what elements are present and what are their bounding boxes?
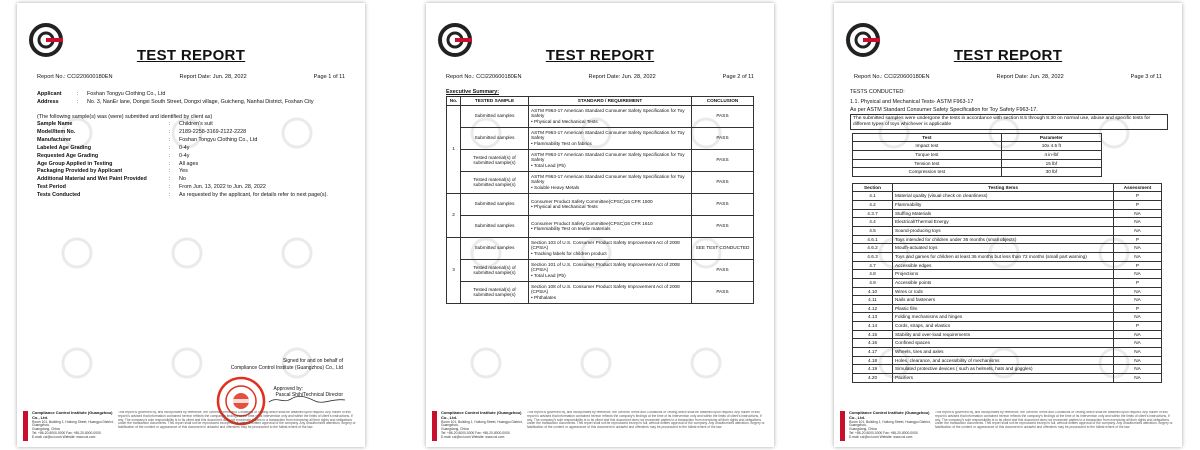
- table-row: [447, 237, 754, 259]
- table-row: [447, 171, 754, 193]
- tested-sample: Tested material(s) of submitted sample(s): [461, 281, 529, 303]
- table-row: 4.4 Electrical/Thermal Energy NA: [853, 218, 1162, 227]
- page-number: Page 2 of 11: [722, 74, 754, 80]
- table-row: 4.5 Sound-producing toys NA: [853, 227, 1162, 236]
- conclusion: SEE TEST CONDUCTED: [692, 237, 754, 259]
- report-date: Report Date: Jun. 28, 2022: [996, 74, 1064, 80]
- table-row: 4.15 Stability and over-load requirements NA: [853, 330, 1162, 339]
- conclusion: PASS: [692, 193, 754, 215]
- table-row: [447, 127, 754, 149]
- footer-red-bar: [23, 411, 28, 441]
- tested-sample: Tested material(s) of submitted sample(s): [461, 171, 529, 193]
- summary-table: No. TESTED SAMPLE STANDARD / REQUIREMENT CONCLUSION 1 Submitted samples ASTM F963-17 American Standard Consumer Safety Specification for Toy Safety • Physical and Mechanical Tests PASS Submitted samples ASTM F963-17 American Standard Consumer Safety Specification for Toy Safety • Flammability Test on fabrics PASS Tested material(s) of submitted sample(s) ASTM F963-17 American Standard Consumer Safety Specification for Toy Safety • Total Lead (Pb) PASS Tested material(s) of submitted sample(s) ASTM F963-17 American Standard Consumer Safety Specification for Toy Safety • Soluble Heavy Metals PASS 2 Submitted samples Consumer Product Safety Committee(CPSC)16 CFR 1500 • Physical and Mechanical Tests PASS Submitted samples Consumer Product Safety Committee(CPSC)16 CFR 1610 • Flammability Test on textile materials PASS 3 Submitted samples Section 103 of U.S. Consumer Product Safety Improvement Act of 2008 (CPSIA) • Tracking labels for children product SEE TEST CONDUCTED Tested material(s) of submitted sample(s) Section 101 of U.S. Consumer Product Safety Improvement Act of 2008 (CPSIA) • Total Lead (Pb) PASS Tested material(s) of submitted sample(s) Section 108 of U.S. Consumer Product Safety Improvement Act of 2008 (CPSIA) • Phthalates PASS: [446, 96, 754, 304]
- handwritten-signature: [267, 395, 347, 405]
- table-row: 4.17 Wheels, tires and axles NA: [853, 348, 1162, 357]
- sample-intro: (The following sample(s) was (were) submitted and identified by client as): [37, 113, 213, 120]
- page-number: Page 3 of 11: [1130, 74, 1162, 80]
- tested-sample: Submitted samples: [461, 193, 529, 215]
- group-number: 1: [447, 105, 461, 193]
- table-row: [447, 259, 754, 281]
- tested-sample: Submitted samples: [461, 237, 529, 259]
- report-number: Report No.: CCI220600180EN: [446, 74, 522, 80]
- table-row: Compression test 30 lbf: [853, 168, 1102, 177]
- report-page-2: [426, 3, 774, 447]
- tested-sample: Tested material(s) of submitted sample(s): [461, 149, 529, 171]
- signature-block: Signed for and on behalf of Compliance Control Institute (Guangzhou) Co., Ltd Approved by: Pascal Shih/Technical Director: [230, 358, 343, 399]
- table-row: [447, 215, 754, 237]
- test-note: The submitted samples were undergone the tests in accordance with section 8.5 through 8.30 on normal use, abuse and specific tests for different types of toys whichever is applicable: [850, 114, 1168, 130]
- standard-cell: ASTM F963-17 American Standard Consumer Safety Specification for Toy Safety • Soluble Heavy Metals: [529, 171, 692, 193]
- sample-row: Model/Item No. : 2189-2258-3169-2122-2228: [37, 129, 247, 136]
- table-row: 4.19 Simulated protective devices ( such as helmets, hats and goggles) NA: [853, 365, 1162, 374]
- sample-row: Test Period : From Jun. 13, 2022 to Jun. 28, 2022: [37, 184, 266, 191]
- table-row: 4.2 Flammability P: [853, 201, 1162, 210]
- table-row: 4.3.7 Stuffing Materials NA: [853, 209, 1162, 218]
- group-number: 3: [447, 237, 461, 303]
- report-number: Report No.: CCI220600180EN: [37, 74, 113, 80]
- conclusion: PASS: [692, 105, 754, 127]
- report-header: [446, 74, 754, 80]
- table-row: 4.13 Folding mechanisms and hinges NA: [853, 313, 1162, 322]
- page-title: TEST REPORT: [953, 47, 1063, 64]
- sample-row: Manufacturer : Foshan Tongyu Clothing Co., Ltd: [37, 137, 258, 144]
- parameter-table: Test Parameter Impact test 10x 4.5 ft Torque test 4 in-lbf Tension test 15 lbf Compression test 30 lbf: [852, 133, 1102, 177]
- standard-cell: ASTM F963-17 American Standard Consumer Safety Specification for Toy Safety • Flammability Test on fabrics: [529, 127, 692, 149]
- standard-cell: Section 103 of U.S. Consumer Product Safety Improvement Act of 2008 (CPSIA) • Tracking labels for children product: [529, 237, 692, 259]
- summary-title: Executive Summary:: [446, 89, 500, 95]
- tested-sample: Submitted samples: [461, 127, 529, 149]
- page-number: Page 1 of 11: [313, 74, 345, 80]
- sample-row: Sample Name : Children's suit: [37, 121, 213, 128]
- conclusion: PASS: [692, 149, 754, 171]
- standard-cell: ASTM F963-17 American Standard Consumer Safety Specification for Toy Safety • Total Lead (Pb): [529, 149, 692, 171]
- sample-row: Packaging Provided by Applicant : Yes: [37, 168, 188, 175]
- table-row: 4.20 Pacifiers NA: [853, 373, 1162, 382]
- page-footer: Compliance Control Institute (Guangzhou) Co., Ltd. Room 101, Building 1, Huitong Street, Huangpu District, Guangzhou, Guangdong, China Tel: +86-20-8000-0000 Fax: +86-20-8000-0000 E-mail: cci@cci.com Website: www.cci.com This report is governed by, and incorporates by reference, the General Terms and Conditions of Testing which shall be obtained upon request. Any holder of this report is advised that information contained hereon reflects the company's findings at the time of its intervention only and within the limits of client's instructions, if any. The company's sole responsibility is to its client and this document does not exonerate parties to a transaction from exercising all their rights and obligations under the transaction documents. This report shall not be reproduced except in full, without written approval of the company. Any unauthorized alteration, forgery or falsification of the content or appearance of this document is unlawful and offenders may be prosecuted to the fullest extent of the law.: [432, 411, 768, 441]
- sample-details: [37, 121, 351, 199]
- table-row: Tension test 15 lbf: [853, 159, 1102, 168]
- table-row: 4.10 Wires or rods NA: [853, 287, 1162, 296]
- standard-cell: Section 101 of U.S. Consumer Product Safety Improvement Act of 2008 (CPSIA) • Total Lead (Pb): [529, 259, 692, 281]
- table-row: 4.9 Accessible points P: [853, 278, 1162, 287]
- footer-red-bar: [432, 411, 437, 441]
- report-date: Report Date: Jun. 28, 2022: [179, 74, 247, 80]
- table-row: [447, 281, 754, 303]
- table-row: 4.11 Nails and fasteners NA: [853, 296, 1162, 305]
- conclusion: PASS: [692, 127, 754, 149]
- sample-row: Tests Conducted : As requested by the applicant, for details refer to next page(s).: [37, 191, 328, 198]
- table-row: [447, 149, 754, 171]
- page-title: TEST REPORT: [136, 47, 246, 64]
- standard-cell: ASTM F963-17 American Standard Consumer Safety Specification for Toy Safety • Physical and Mechanical Tests: [529, 105, 692, 127]
- table-row: 4.6.3 Toys and games for children at least 36 months but less than 72 months (small part warning) NA: [853, 252, 1162, 261]
- report-page-1: [17, 3, 365, 447]
- conclusion: PASS: [692, 171, 754, 193]
- info-row: Applicant : Foshan Tongyu Clothing Co., Ltd: [37, 91, 166, 97]
- report-date: Report Date: Jun. 28, 2022: [588, 74, 656, 80]
- table-row: 4.7 Accessible edges P: [853, 261, 1162, 270]
- tested-sample: Submitted samples: [461, 105, 529, 127]
- table-row: [447, 193, 754, 215]
- table-row: 4.8 Projections NA: [853, 270, 1162, 279]
- page-footer: Compliance Control Institute (Guangzhou) Co., Ltd. Room 101, Building 1, Huitong Street, Huangpu District, Guangzhou, Guangdong, China Tel: +86-20-8000-0000 Fax: +86-20-8000-0000 E-mail: cci@cci.com Website: www.cci.com This report is governed by, and incorporates by reference, the General Terms and Conditions of Testing which shall be obtained upon request. Any holder of this report is advised that information contained hereon reflects the company's findings at the time of its intervention only and within the limits of client's instructions, if any. The company's sole responsibility is to its client and this document does not exonerate parties to a transaction from exercising all their rights and obligations under the transaction documents. This report shall not be reproduced except in full, without written approval of the company. Any unauthorized alteration, forgery or falsification of the content or appearance of this document is unlawful and offenders may be prosecuted to the fullest extent of the law.: [23, 411, 359, 441]
- sample-row: Requested Age Grading : 0-4y: [37, 152, 190, 159]
- standard-cell: Consumer Product Safety Committee(CPSC)16 CFR 1610 • Flammability Test on textile materials: [529, 215, 692, 237]
- testing-items-table: Section Testing Items Assessment 4.1 Material quality (visual check on cleanliness) P 4.2 Flammability P 4.3.7 Stuffing Materials NA 4.4 Electrical/Thermal Energy NA 4.5 Sound-producing toys NA 4.6.1 Toys intended for children under 36 months (small objects) P 4.6.2 Mouth-actuated toys NA 4.6.3 Toys and games for children at least 36 months but less than 72 months (small part warning) NA 4.7 Accessible edges P 4.8 Projections NA 4.9 Accessible points P 4.10 Wires or rods NA 4.11 Nails and fasteners NA 4.12 Plastic film P 4.13 Folding mechanisms and hinges NA 4.14 Cords, straps, and elastics P 4.15 Stability and over-load requirements NA 4.16 Confined spaces NA 4.17 Wheels, tires and axles NA 4.18 Holes, clearance, and accessibility of mechanisms NA 4.19 Simulated protective devices ( such as helmets, hats and goggles) NA 4.20 Pacifiers NA: [852, 183, 1162, 383]
- table-row: 4.1 Material quality (visual check on cleanliness) P: [853, 192, 1162, 201]
- footer-legal-text: This report is governed by, and incorporates by reference, the General Terms and Conditions of Testing which shall be obtained upon request. Any holder of this report is advised that information contained hereon reflects the company's findings at the time of its intervention only and within the limits of client's instructions, if any. The company's sole responsibility is to its client and this document does not exonerate parties to a transaction from exercising all their rights and obligations under the transaction documents. This report shall not be reproduced except in full, without written approval of the company. Any unauthorized alteration, forgery or falsification of the content or appearance of this document is unlawful and offenders may be prosecuted to the fullest extent of the law.: [527, 411, 765, 430]
- table-row: [447, 105, 754, 127]
- tested-sample: Submitted samples: [461, 215, 529, 237]
- conclusion: PASS: [692, 281, 754, 303]
- conclusion: PASS: [692, 215, 754, 237]
- page-title: TEST REPORT: [545, 47, 655, 64]
- table-row: 4.12 Plastic film P: [853, 304, 1162, 313]
- applicant-info: [37, 91, 351, 200]
- info-row: Address : No. 3, NanEr lane, Dongxi South Street, Dongxi village, Guicheng, Nanhai District, Foshan City: [37, 98, 314, 105]
- group-number: 2: [447, 193, 461, 237]
- sample-row: Labeled Age Grading : 0-4y: [37, 144, 190, 151]
- footer-red-bar: [840, 411, 845, 441]
- standard-cell: Section 108 of U.S. Consumer Product Safety Improvement Act of 2008 (CPSIA) • Phthalates: [529, 281, 692, 303]
- table-row: 4.6.2 Mouth-actuated toys NA: [853, 244, 1162, 253]
- tested-sample: Tested material(s) of submitted sample(s): [461, 259, 529, 281]
- sample-row: Additional Material and Wet Paint Provided : No: [37, 176, 186, 183]
- report-page-3: [834, 3, 1182, 447]
- footer-legal-text: This report is governed by, and incorporates by reference, the General Terms and Conditions of Testing which shall be obtained upon request. Any holder of this report is advised that information contained hereon reflects the company's findings at the time of its intervention only and within the limits of client's instructions, if any. The company's sole responsibility is to its client and this document does not exonerate parties to a transaction from exercising all their rights and obligations under the transaction documents. This report shall not be reproduced except in full, without written approval of the company. Any unauthorized alteration, forgery or falsification of the content or appearance of this document is unlawful and offenders may be prosecuted to the fullest extent of the law.: [118, 411, 356, 430]
- footer-legal-text: This report is governed by, and incorporates by reference, the General Terms and Conditions of Testing which shall be obtained upon request. Any holder of this report is advised that information contained hereon reflects the company's findings at the time of its intervention only and within the limits of client's instructions, if any. The company's sole responsibility is to its client and this document does not exonerate parties to a transaction from exercising all their rights and obligations under the transaction documents. This report shall not be reproduced except in full, without written approval of the company. Any unauthorized alteration, forgery or falsification of the content or appearance of this document is unlawful and offenders may be prosecuted to the fullest extent of the law.: [935, 411, 1173, 430]
- table-row: 4.6.1 Toys intended for children under 36 months (small objects) P: [853, 235, 1162, 244]
- page-footer: Compliance Control Institute (Guangzhou) Co., Ltd. Room 101, Building 1, Huitong Street, Huangpu District, Guangzhou, Guangdong, China Tel: +86-20-8000-0000 Fax: +86-20-8000-0000 E-mail: cci@cci.com Website: www.cci.com This report is governed by, and incorporates by reference, the General Terms and Conditions of Testing which shall be obtained upon request. Any holder of this report is advised that information contained hereon reflects the company's findings at the time of its intervention only and within the limits of client's instructions, if any. The company's sole responsibility is to its client and this document does not exonerate parties to a transaction from exercising all their rights and obligations under the transaction documents. This report shall not be reproduced except in full, without written approval of the company. Any unauthorized alteration, forgery or falsification of the content or appearance of this document is unlawful and offenders may be prosecuted to the fullest extent of the law.: [840, 411, 1176, 441]
- report-header: [854, 74, 1162, 80]
- table-row: 4.16 Confined spaces NA: [853, 339, 1162, 348]
- table-row: Impact test 10x 4.5 ft: [853, 142, 1102, 151]
- report-number: Report No.: CCI220600180EN: [854, 74, 930, 80]
- table-row: 4.18 Holes, clearance, and accessibility of mechanisms NA: [853, 356, 1162, 365]
- executive-summary: [446, 89, 754, 304]
- standard-cell: Consumer Product Safety Committee(CPSC)16 CFR 1500 • Physical and Mechanical Tests: [529, 193, 692, 215]
- sample-row: Age Group Applied in Testing : All ages: [37, 160, 199, 167]
- tests-conducted: TESTS CONDUCTED: 1.1. Physical and Mechanical Tests- ASTM F963-17 As per ASTM Standard Consumer Safety Specification for Toy Safety F963-17. The submitted samples were undergone the tests in accordance with section 8.5 through 8.30 on normal use, abuse and specific tests for different types of toys whichever is applicable Test Parameter Impact test 10x 4.5 ft Torque test 4 in-lbf Tension test 15 lbf Compression test 30 lbf Section Testing Items Assessment 4.1 Material quality (visual check on cleanliness) P 4.2 Flammability P 4.3.7 Stuffing Materials NA 4.4 Electrical/Thermal Energy NA 4.5 Sound-producing toys NA 4.6.1 Toys intended for children under 36 months (small objects) P 4.6.2 Mouth-actuated toys NA 4.6.3 Toys and games for children at least 36 months but less than 72 months (small part warning) NA 4.7 Accessible edges P 4.8 Projections NA 4.9 Accessible points P 4.10 Wires or rods NA 4.11 Nails and fasteners NA 4.12 Plastic film P 4.13 Folding mechanisms and hinges NA 4.14 Cords, straps, and elastics P 4.15 Stability and over-load requirements NA 4.16 Confined spaces NA 4.17 Wheels, tires and axles NA 4.18 Holes, clearance, and accessibility of mechanisms NA 4.19 Simulated protective devices ( such as helmets, hats and goggles) NA 4.20 Pacifiers NA: [850, 89, 1168, 383]
- report-header: [37, 74, 345, 80]
- table-row: 4.14 Cords, straps, and elastics P: [853, 322, 1162, 331]
- conclusion: PASS: [692, 259, 754, 281]
- table-row: Torque test 4 in-lbf: [853, 150, 1102, 159]
